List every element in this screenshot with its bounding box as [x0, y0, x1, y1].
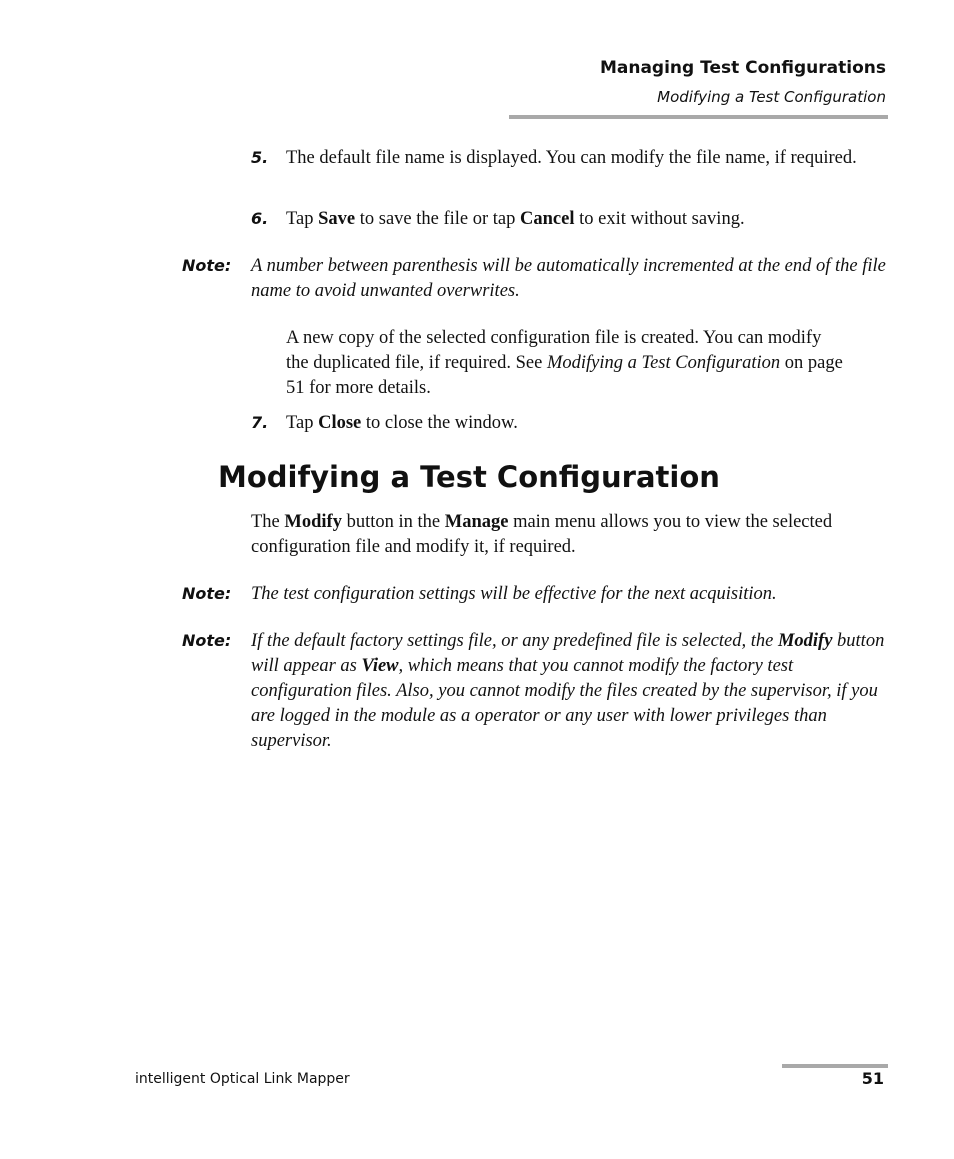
- step-number-6: 6.: [251, 209, 269, 228]
- running-header-subtitle: Modifying a Test Configuration: [657, 88, 886, 106]
- view-label: View: [361, 656, 399, 676]
- modify-label: Modify: [284, 512, 342, 532]
- section-heading: Modifying a Test Configuration: [218, 460, 720, 494]
- modify-label: Modify: [777, 631, 833, 651]
- step-6-text: Tap Save to save the file or tap Cancel to exit without saving.: [286, 209, 745, 229]
- note-label: Note:: [182, 584, 232, 603]
- cancel-label: Cancel: [520, 209, 575, 229]
- footer-rule: [782, 1064, 888, 1068]
- section-intro: The Modify button in the Manage main menu allows you to view the selected configuration file and modify it, if required.: [251, 512, 833, 557]
- manage-label: Manage: [444, 512, 509, 532]
- running-header-title: Managing Test Configurations: [599, 58, 886, 78]
- cross-reference-link[interactable]: Modifying a Test Configuration: [546, 353, 781, 373]
- header-rule: [509, 115, 888, 119]
- note-label: Note:: [182, 631, 232, 650]
- note-label: Note:: [182, 256, 232, 275]
- close-label: Close: [318, 413, 362, 433]
- note-text-1: A number between parenthesis will be automatically incremented at the end of the file name to avoid unwanted overwrites.: [251, 256, 886, 301]
- copy-paragraph: A new copy of the selected configuration file is created. You can modify the duplicated file, if required. See Modifying a Test Configuration on page 51 for more details.: [286, 328, 843, 398]
- footer-product-name: intelligent Optical Link Mapper: [135, 1071, 350, 1087]
- page-number: 51: [861, 1069, 884, 1088]
- step-number-5: 5.: [251, 148, 269, 167]
- step-number-7: 7.: [251, 413, 269, 432]
- note-text-3: If the default factory settings file, or any predefined file is selected, the Modify button will appear as View, which means that you cannot modify the factory test configuration files. Also, you cannot modify the files created by the supervisor, if you are logged in the module as a operator or any user with lower privileges than supervisor.: [251, 631, 885, 751]
- save-label: Save: [318, 209, 356, 229]
- step-5-text: The default file name is displayed. You can modify the file name, if required.: [286, 148, 857, 168]
- step-7-text: Tap Close to close the window.: [286, 413, 518, 433]
- note-text-2: The test configuration settings will be effective for the next acquisition.: [251, 584, 777, 604]
